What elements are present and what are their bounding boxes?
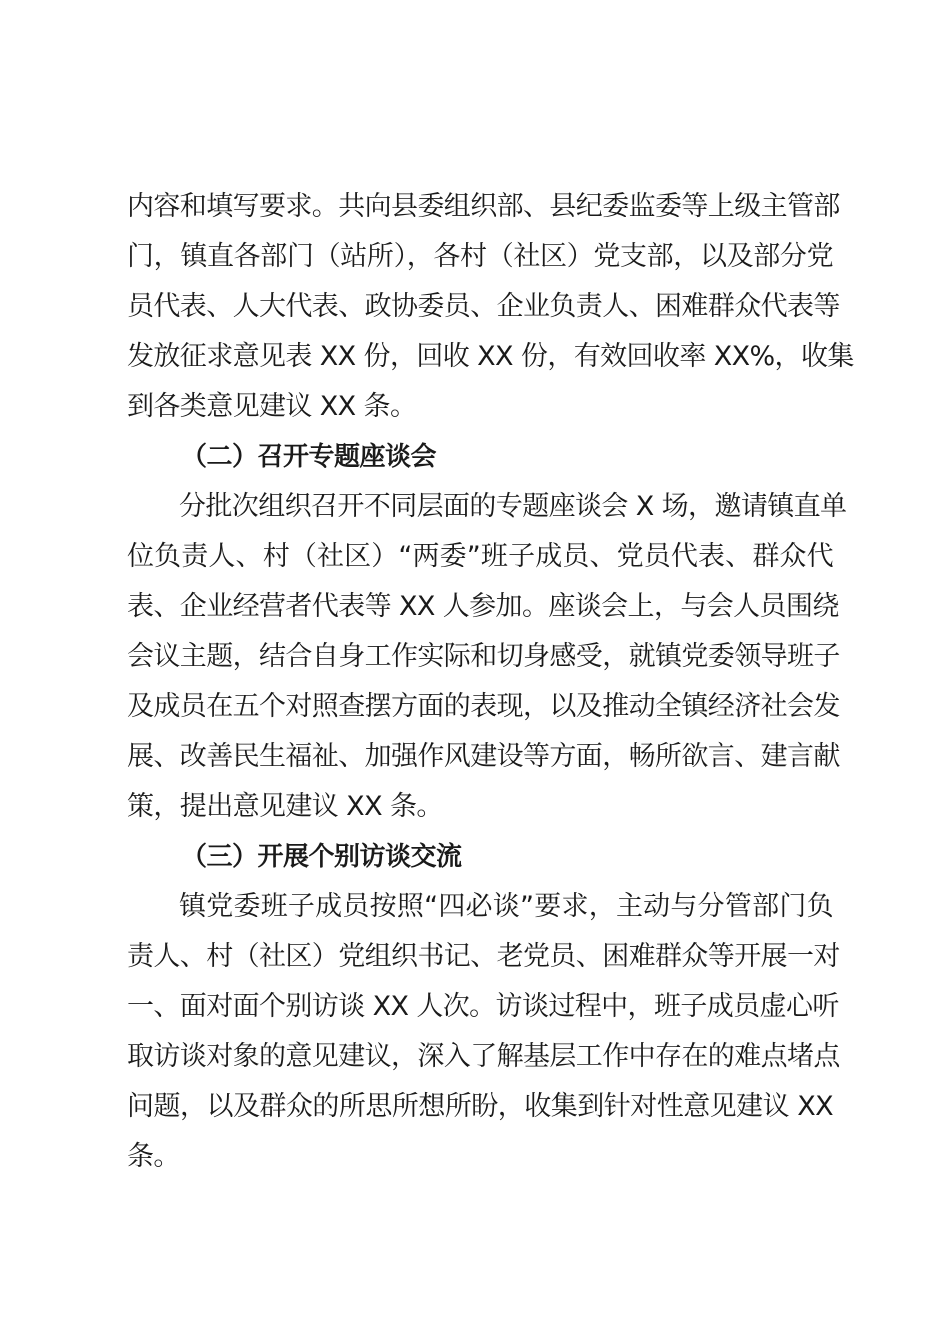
- text-line: 门，镇直各部门（站所），各村（社区）党支部，以及部分党: [127, 241, 833, 272]
- paragraph-questionnaire-continued: [127, 182, 854, 432]
- text-line: 到各类意见建议 XX 条。: [127, 391, 417, 422]
- text-line: 取访谈对象的意见建议，深入了解基层工作中存在的难点堵点: [127, 1041, 840, 1072]
- paragraph-symposium: [127, 482, 847, 832]
- text-line: 镇党委班子成员按照“四必谈”要求，主动与分管部门负: [179, 891, 833, 922]
- text-line: 发放征求意见表 XX 份，回收 XX 份，有效回收率 XX%，收集: [127, 341, 854, 372]
- text-line: 条。: [127, 1141, 180, 1172]
- text-line: 责人、村（社区）党组织书记、老党员、困难群众等开展一对: [127, 941, 840, 972]
- text-line: 会议主题，结合自身工作实际和切身感受，就镇党委领导班子: [127, 641, 840, 672]
- section-heading-interviews: （三）开展个别访谈交流: [181, 842, 462, 872]
- text-line: 分批次组织召开不同层面的专题座谈会 X 场，邀请镇直单: [179, 491, 847, 522]
- text-line: 位负责人、村（社区）“两委”班子成员、党员代表、群众代: [127, 541, 833, 572]
- text-line: 内容和填写要求。共向县委组织部、县纪委监委等上级主管部: [127, 191, 840, 222]
- text-line: 策，提出意见建议 XX 条。: [127, 791, 443, 822]
- document-body: [127, 182, 854, 1182]
- text-line: 及成员在五个对照查摆方面的表现，以及推动全镇经济社会发: [127, 691, 840, 722]
- text-line: 表、企业经营者代表等 XX 人参加。座谈会上，与会人员围绕: [127, 591, 839, 622]
- text-line: 问题，以及群众的所思所想所盼，收集到针对性意见建议 XX: [127, 1091, 833, 1122]
- text-line: 一、面对面个别访谈 XX 人次。访谈过程中，班子成员虚心听: [127, 991, 839, 1022]
- text-line: 展、改善民生福祉、加强作风建设等方面，畅所欲言、建言献: [127, 741, 840, 772]
- text-line: 员代表、人大代表、政协委员、企业负责人、困难群众代表等: [127, 291, 840, 322]
- section-heading-symposium: （二）召开专题座谈会: [181, 442, 437, 472]
- paragraph-interviews: [127, 882, 840, 1182]
